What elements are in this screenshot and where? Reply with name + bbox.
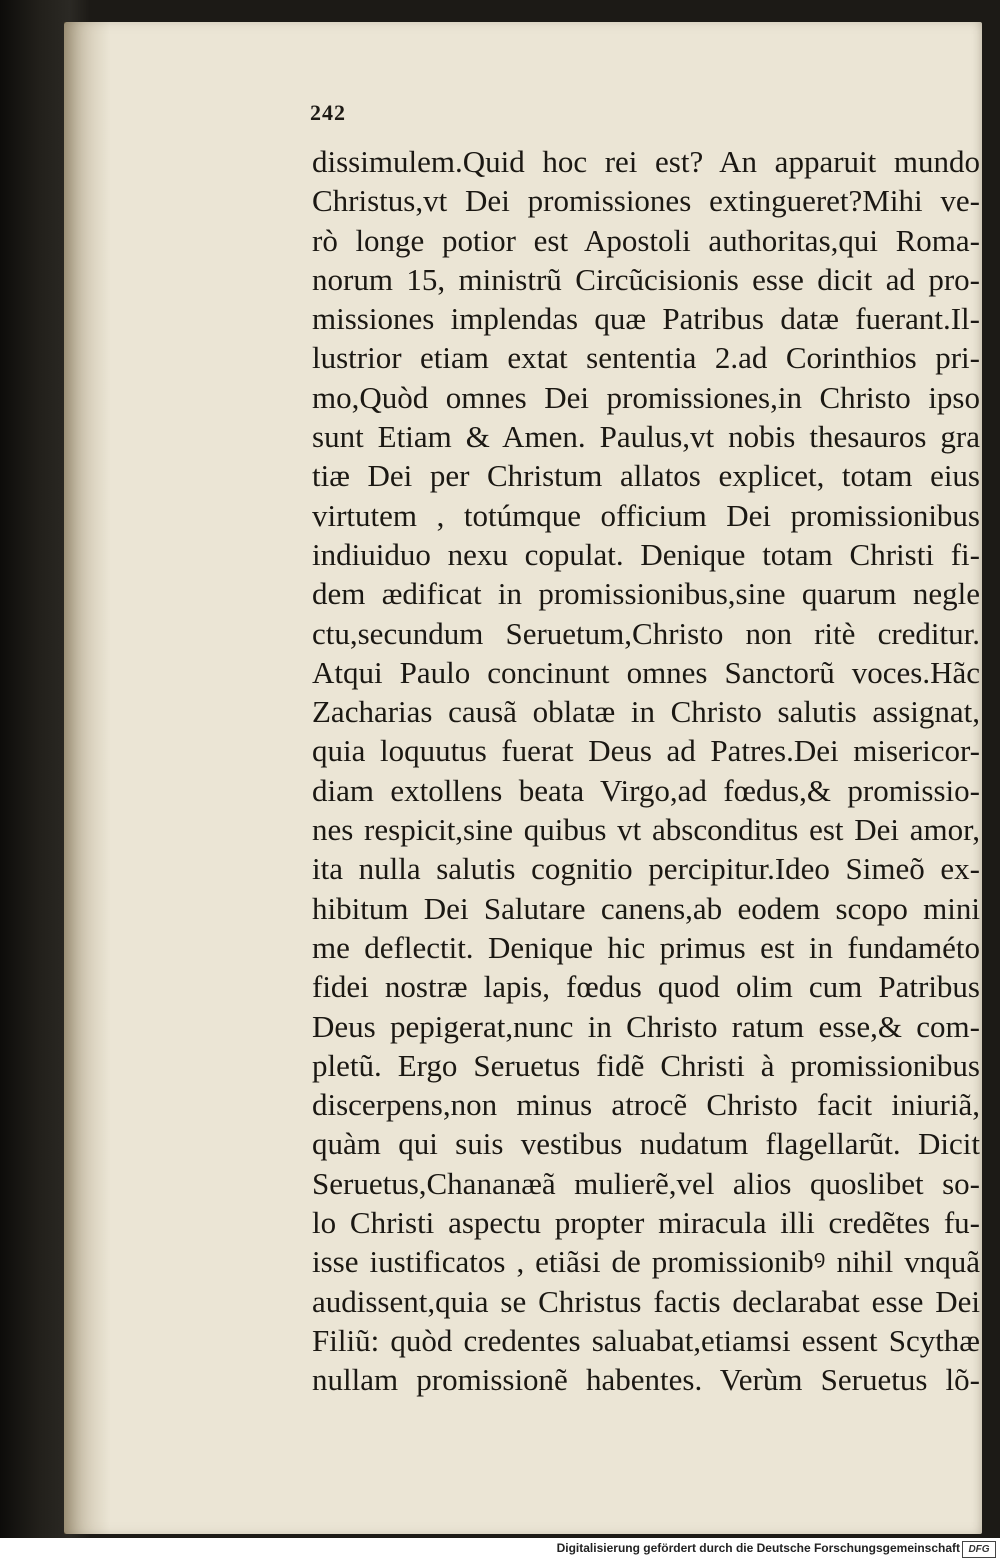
text-line: Zacharias causã oblatæ in Christo salutis assignat, (312, 694, 980, 730)
text-line: discerpens,non minus atrocẽ Christo facit iniuriã, (312, 1087, 980, 1123)
text-line: Filiũ: quòd credentes saluabat,etiamsi essent Scythæ (312, 1322, 980, 1358)
footer-strip (0, 1538, 1000, 1560)
text-line: Deus pepigerat,nunc in Christo ratum esse,& com- (312, 1008, 980, 1044)
dfg-logo: DFG (962, 1541, 996, 1558)
text-line: quàm qui suis vestibus nudatum flagellarũt. Dicit (312, 1126, 980, 1162)
text-line: norum 15, ministrũ Circũcisionis esse dicit ad pro- (312, 261, 980, 297)
text-line: dissimulem.Quid hoc rei est? An apparuit mundo (312, 144, 980, 179)
text-line: lo Christi aspectu propter miracula illi credẽtes fu- (312, 1205, 980, 1241)
body-text (312, 142, 980, 1400)
text-line: tiæ Dei per Christum allatos explicet, totam eius (312, 458, 980, 494)
text-line: sunt Etiam & Amen. Paulus,vt nobis thesauros gra (312, 419, 980, 455)
text-line: ita nulla salutis cognitio percipitur.Ideo Simeõ ex- (312, 851, 980, 887)
funding-credit: Digitalisierung gefördert durch die Deutsche Forschungsgemeinschaft (556, 1541, 960, 1555)
text-line: missiones implendas quæ Patribus datæ fuerant.Il- (312, 301, 980, 337)
text-line: quia loquutus fuerat Deus ad Patres.Dei misericor- (312, 733, 980, 769)
text-line: virtutem , totúmque officium Dei promissionibus (312, 497, 980, 533)
text-line: hibitum Dei Salutare canens,ab eodem scopo mini (312, 890, 980, 926)
book-page (64, 22, 982, 1534)
text-line: indiuiduo nexu copulat. Denique totam Christi fi- (312, 536, 980, 572)
text-line: nes respicit,sine quibus vt absconditus est Dei amor, (312, 812, 980, 848)
text-line: isse iustificatos , etiãsi de promissionibꝰ nihil vnquã (312, 1244, 980, 1280)
text-line: dem ædificat in promissionibus,sine quarum negle (312, 576, 980, 612)
text-line: mo,Quòd omnes Dei promissiones,in Christo ipso (312, 379, 980, 415)
text-line: lustrior etiam extat sententia 2.ad Corinthios pri- (312, 340, 980, 376)
text-line: audissent,quia se Christus factis declarabat esse Dei (312, 1283, 980, 1319)
page-number: 242 (310, 100, 346, 125)
text-line: ctu,secundum Seruetum,Christo non ritè creditur. (312, 615, 980, 651)
text-line: Atqui Paulo concinunt omnes Sanctorũ voces.Hãc (312, 654, 980, 690)
text-line: fidei nostræ lapis, fœdus quod olim cum Patribus (312, 969, 980, 1005)
text-line: nullam promissionẽ habentes. Verùm Seruetus lõ- (312, 1362, 980, 1398)
text-line: Seruetus,Chananæã mulierẽ,vel alios quoslibet so- (312, 1165, 980, 1201)
text-line: Christus,vt Dei promissiones extingueret?Mihi ve- (312, 183, 980, 219)
text-line: me deflectit. Denique hic primus est in fundaméto (312, 929, 980, 965)
text-line: diam extollens beata Virgo,ad fœdus,& promissio- (312, 772, 980, 808)
text-line: rò longe potior est Apostoli authoritas,qui Roma- (312, 222, 980, 258)
text-line: pletũ. Ergo Seruetus fidẽ Christi à promissionibus (312, 1047, 980, 1083)
